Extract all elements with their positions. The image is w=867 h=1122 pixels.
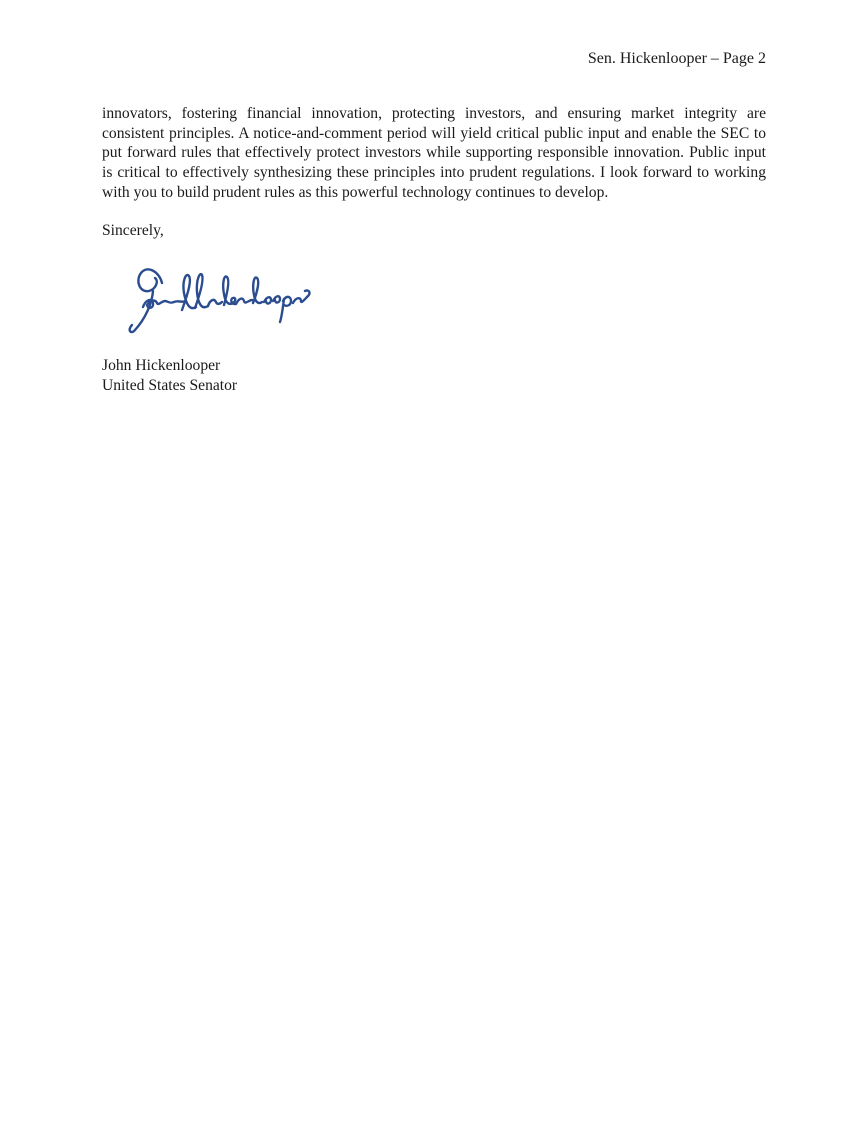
signer-block: [102, 356, 766, 395]
signature-strokes: [130, 270, 310, 333]
valediction: Sincerely,: [102, 221, 164, 239]
letter-content: [102, 0, 766, 395]
body-paragraph: innovators, fostering financial innovation, protecting investors, and ensuring market integrity are consistent principles. A notice-and-comment period will yield critical public input and enable the SEC to put forward rules that effectively protect investors while supporting responsible innovation. Public input is critical to effectively synthesizing these principles into prudent regulations. I look forward to working with you to build prudent rules as this powerful technology continues to develop.: [102, 105, 766, 201]
page-header: Sen. Hickenlooper – Page 2: [587, 50, 766, 67]
signer-title: United States Senator: [102, 376, 238, 394]
signer-name: John Hickenlooper: [102, 357, 221, 375]
handwritten-signature: [112, 248, 312, 348]
signature-image: [112, 248, 312, 348]
